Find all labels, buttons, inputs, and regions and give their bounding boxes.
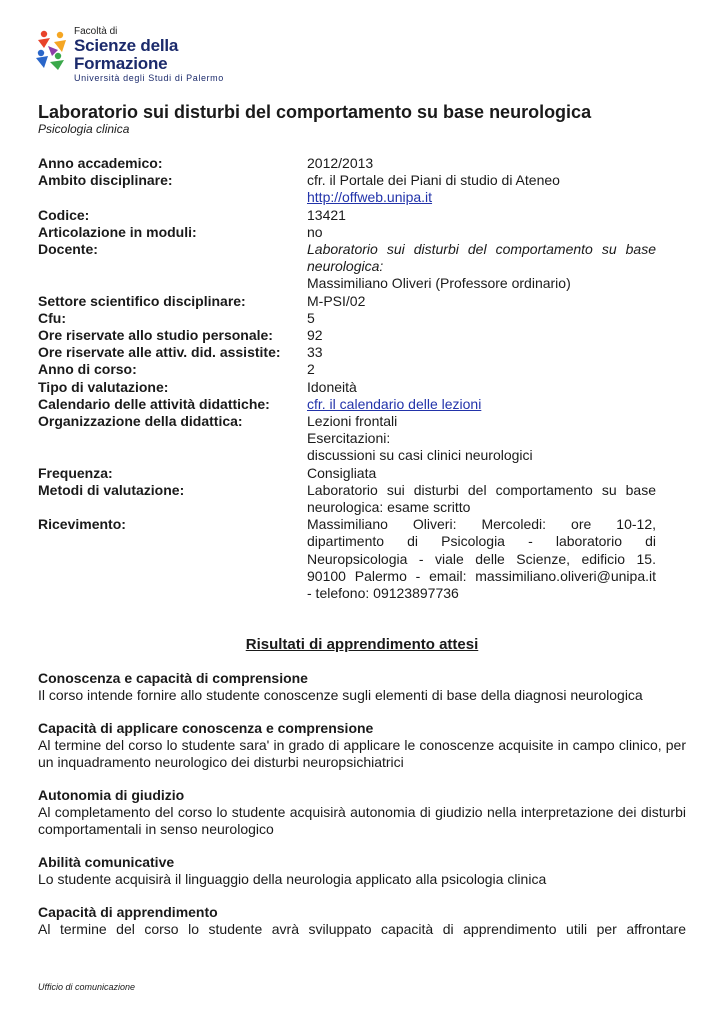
outcome-heading: Capacità di apprendimento <box>38 904 218 920</box>
info-value: cfr. il Portale dei Piani di studio di Ateneo <box>307 172 560 189</box>
metodi-line: Laboratorio sui disturbi del comportamento su base <box>307 481 656 498</box>
info-value: M-PSI/02 <box>307 292 366 309</box>
info-row-ricevimento <box>38 516 658 602</box>
info-value: 13421 <box>307 206 346 223</box>
ricevimento-line: Massimiliano Oliveri: Mercoledi: ore 10-12, <box>307 516 656 533</box>
section-title: Risultati di apprendimento attesi <box>245 636 479 653</box>
outcome-body: Il corso intende fornire allo studente conoscenze sugli elementi di base della diagnosi neurologica <box>38 687 643 703</box>
docente-course-line: Laboratorio sui disturbi del comportamento su base <box>307 241 656 258</box>
outcome-body: Al termine del corso lo studente sara' in grado di applicare le conoscenze acquisite in campo clinico, per un inquadramento neurologico dei disturbi neuropsichiatrici <box>38 737 686 770</box>
course-info-table <box>38 155 658 602</box>
info-label: Anno di corso: <box>38 361 137 378</box>
info-label: Ore riservate alle attiv. did. assistite: <box>38 344 281 361</box>
logo-figures-icon <box>34 26 72 70</box>
ricevimento-line: dipartimento di Psicologia - laboratorio di <box>307 533 656 550</box>
info-label: Docente: <box>38 241 98 258</box>
info-row-organizzazione <box>38 413 658 465</box>
info-value: 92 <box>307 327 323 344</box>
info-value: 2012/2013 <box>307 155 374 171</box>
outcome-body: Al completamento del corso lo studente acquisirà autonomia di giudizio nella interpretazione dei disturbi comportamentali in senso neurologico <box>38 804 686 837</box>
info-value: 5 <box>307 309 315 326</box>
info-row-anno <box>38 155 658 172</box>
logo-faculty-prefix: Facoltà di <box>74 26 118 37</box>
metodi-line: neurologica: esame scritto <box>307 499 471 516</box>
outcome-body: Al termine del corso lo studente avrà sviluppato capacità di apprendimento utili per affrontare <box>38 921 686 937</box>
info-row-anno-corso <box>38 361 658 378</box>
info-label: Anno accademico: <box>38 155 163 171</box>
info-row-metodi <box>38 482 658 516</box>
info-label: Ambito disciplinare: <box>38 172 173 189</box>
info-label: Cfu: <box>38 309 66 326</box>
outcome-block <box>38 670 686 704</box>
calendario-link[interactable]: cfr. il calendario delle lezioni <box>307 395 482 412</box>
info-label: Codice: <box>38 206 90 223</box>
info-value: 2 <box>307 361 315 378</box>
info-label: Articolazione in moduli: <box>38 223 197 240</box>
info-row-cfu <box>38 310 658 327</box>
offweb-link[interactable]: http://offweb.unipa.it <box>307 189 433 206</box>
info-label: Organizzazione della didattica: <box>38 413 243 430</box>
ricevimento-line: Neuropsicologia - viale delle Scienze, edificio 15. <box>307 550 656 567</box>
outcome-heading: Autonomia di giudizio <box>38 787 185 803</box>
info-value: no <box>307 223 323 240</box>
info-row-calendario <box>38 396 658 413</box>
outcome-body: Lo studente acquisirà il linguaggio della neurologia applicato alla psicologia clinica <box>38 871 547 887</box>
outcome-block <box>38 904 686 938</box>
info-label: Metodi di valutazione: <box>38 481 185 498</box>
organizzazione-line: discussioni su casi clinici neurologici <box>307 447 533 464</box>
info-row-ambito <box>38 172 658 206</box>
outcome-heading: Conoscenza e capacità di comprensione <box>38 670 308 686</box>
organizzazione-line: Esercitazioni: <box>307 430 391 447</box>
info-label: Calendario delle attività didattiche: <box>38 395 270 412</box>
info-label: Frequenza: <box>38 464 113 481</box>
info-row-docente <box>38 241 658 293</box>
info-row-settore <box>38 293 658 310</box>
info-row-ore-assistite <box>38 344 658 361</box>
info-row-articolazione <box>38 224 658 241</box>
info-value: Idoneità <box>307 378 357 395</box>
course-subtitle: Psicologia clinica <box>38 122 130 136</box>
info-row-codice <box>38 207 658 224</box>
logo-university-name: Università degli Studi di Palermo <box>74 73 224 83</box>
outcome-block <box>38 787 686 838</box>
outcome-block <box>38 854 686 888</box>
outcome-heading: Abilità comunicative <box>38 854 175 870</box>
info-row-ore-personale <box>38 327 658 344</box>
faculty-logo <box>34 26 264 83</box>
learning-outcomes <box>38 670 686 954</box>
info-value: 33 <box>307 344 323 361</box>
docente-course-line: neurologica: <box>307 258 384 275</box>
course-title: Laboratorio sui disturbi del comportamento su base neurologica <box>38 102 592 122</box>
info-row-tipo <box>38 379 658 396</box>
docente-name: Massimiliano Oliveri (Professore ordinario) <box>307 275 571 292</box>
outcome-heading: Capacità di applicare conoscenza e comprensione <box>38 720 374 736</box>
outcome-block <box>38 720 686 771</box>
info-label: Ore riservate allo studio personale: <box>38 327 273 344</box>
logo-faculty-name: Scienze della Formazione <box>74 36 179 73</box>
info-label: Settore scientifico disciplinare: <box>38 292 246 309</box>
ricevimento-line: - telefono: 09123897736 <box>307 585 459 602</box>
info-label: Tipo di valutazione: <box>38 378 169 395</box>
info-value: Consigliata <box>307 464 377 481</box>
organizzazione-line: Lezioni frontali <box>307 413 398 430</box>
info-label: Ricevimento: <box>38 516 126 533</box>
footer-office: Ufficio di comunicazione <box>38 982 136 992</box>
info-row-frequenza <box>38 465 658 482</box>
ricevimento-line: 90100 Palermo - email: massimiliano.oliveri@unipa.it <box>307 567 656 584</box>
